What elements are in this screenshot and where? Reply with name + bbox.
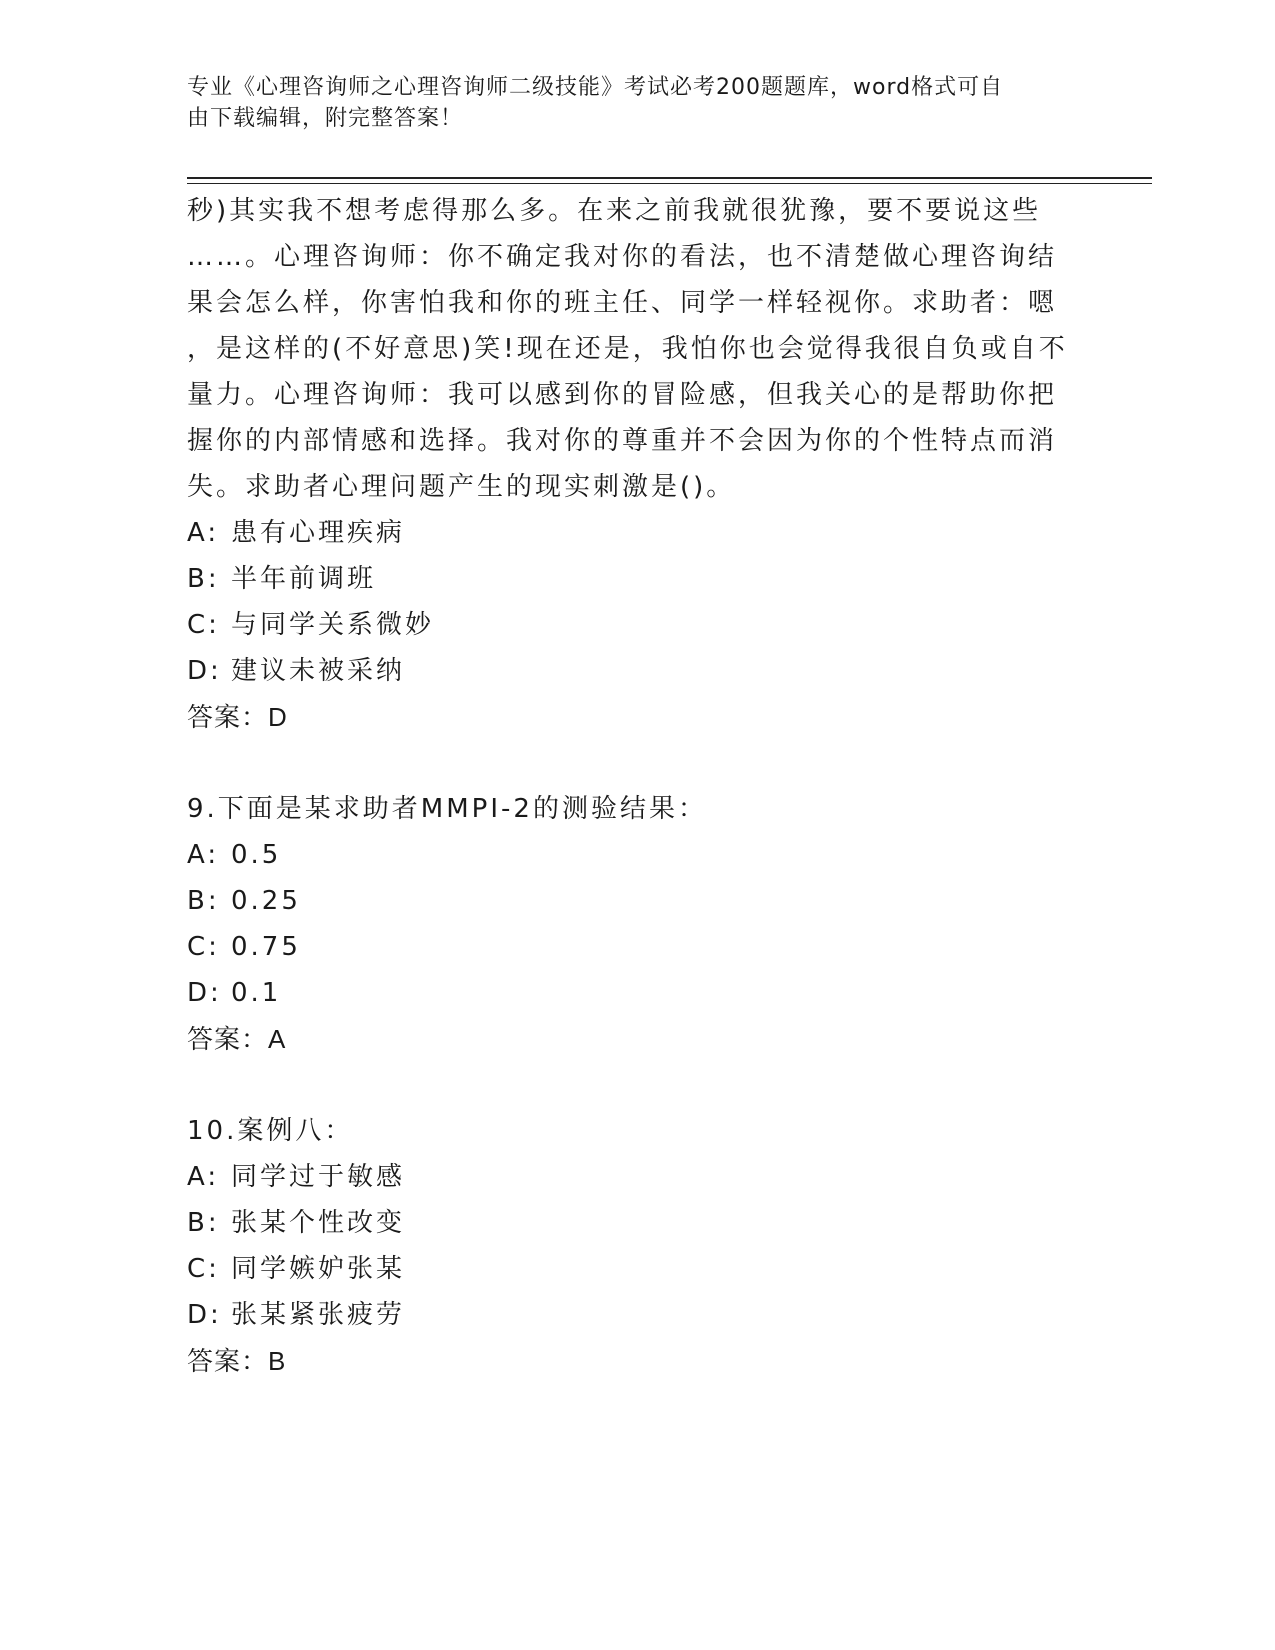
- spacer: [187, 1062, 1087, 1108]
- option-text: 0.1: [231, 978, 282, 1008]
- question-8-option-d: [187, 648, 1087, 694]
- question-9-option-a: [187, 832, 1087, 878]
- stem-line: 果会怎么样，你害怕我和你的班主任、同学一样轻视你。求助者：嗯: [187, 288, 1058, 318]
- question-10-stem: 10.案例八：: [187, 1116, 354, 1146]
- header-rule-thin: [187, 183, 1152, 184]
- stem-line: 失。求助者心理问题产生的现实刺激是()。: [187, 472, 736, 502]
- stem-line: 量力。心理咨询师：我可以感到你的冒险感，但我关心的是帮助你把: [187, 380, 1058, 410]
- option-letter: D:: [187, 656, 222, 686]
- question-10-option-a: [187, 1154, 1087, 1200]
- question-content: [187, 188, 1087, 1384]
- question-9-stem: 9.下面是某求助者MMPI-2的测验结果：: [187, 794, 707, 824]
- option-text: 张某个性改变: [231, 1208, 406, 1238]
- question-8-answer: 答案：D: [187, 702, 288, 732]
- stem-line: ……。心理咨询师：你不确定我对你的看法，也不清楚做心理咨询结: [187, 242, 1058, 272]
- option-text: 半年前调班: [231, 564, 377, 594]
- question-10-option-b: [187, 1200, 1087, 1246]
- option-letter: A:: [187, 518, 220, 548]
- option-text: 同学过于敏感: [231, 1162, 406, 1192]
- question-9-option-d: [187, 970, 1087, 1016]
- question-8-option-a: [187, 510, 1087, 556]
- question-10-option-c: [187, 1246, 1087, 1292]
- option-letter: D:: [187, 978, 222, 1008]
- option-text: 0.25: [231, 886, 301, 916]
- question-9-option-b: [187, 878, 1087, 924]
- header-line-2: 由下载编辑，附完整答案！: [187, 106, 464, 131]
- option-text: 0.75: [231, 932, 301, 962]
- option-letter: B:: [187, 564, 220, 594]
- question-8-option-c: [187, 602, 1087, 648]
- stem-line: 秒)其实我不想考虑得那么多。在来之前我就很犹豫，要不要说这些: [187, 196, 1042, 226]
- option-letter: B:: [187, 886, 220, 916]
- question-10-option-d: [187, 1292, 1087, 1338]
- stem-line: 握你的内部情感和选择。我对你的尊重并不会因为你的个性特点而消: [187, 426, 1058, 456]
- option-letter: C:: [187, 610, 220, 640]
- question-10-answer: 答案：B: [187, 1346, 287, 1376]
- document-header: [187, 72, 1067, 134]
- option-letter: A:: [187, 840, 220, 870]
- header-rule-thick: [187, 177, 1152, 179]
- spacer: [187, 740, 1087, 786]
- option-letter: A:: [187, 1162, 220, 1192]
- option-letter: D:: [187, 1300, 222, 1330]
- option-text: 0.5: [231, 840, 282, 870]
- option-text: 同学嫉妒张某: [231, 1254, 406, 1284]
- question-8-option-b: [187, 556, 1087, 602]
- option-text: 张某紧张疲劳: [231, 1300, 406, 1330]
- option-text: 与同学关系微妙: [231, 610, 435, 640]
- header-line-1: 专业《心理咨询师之心理咨询师二级技能》考试必考200题题库，word格式可自: [187, 75, 1004, 100]
- option-letter: C:: [187, 932, 220, 962]
- question-9-option-c: [187, 924, 1087, 970]
- question-9-answer: 答案：A: [187, 1024, 287, 1054]
- option-letter: B:: [187, 1208, 220, 1238]
- question-8-stem: [187, 188, 1087, 510]
- option-letter: C:: [187, 1254, 220, 1284]
- option-text: 患有心理疾病: [231, 518, 406, 548]
- option-text: 建议未被采纳: [231, 656, 406, 686]
- stem-line: ，是这样的(不好意思)笑!现在还是，我怕你也会觉得我很自负或自不: [187, 334, 1068, 364]
